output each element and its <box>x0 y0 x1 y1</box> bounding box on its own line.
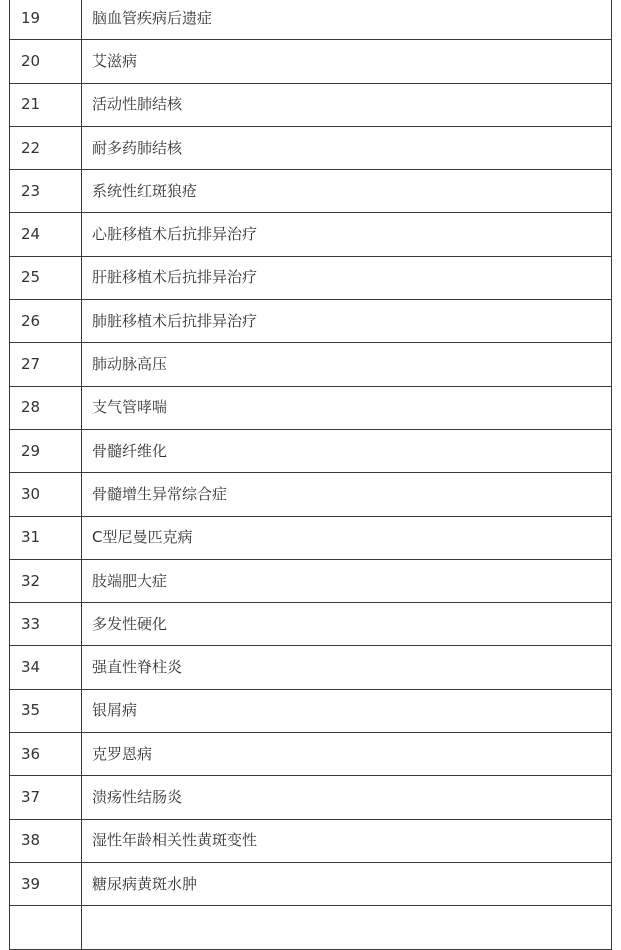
disease-name-cell: 骨髓增生异常综合症 <box>82 473 612 516</box>
row-number-cell: 25 <box>10 256 82 299</box>
row-number-cell: 36 <box>10 733 82 776</box>
disease-name-cell: 骨髓纤维化 <box>82 429 612 472</box>
row-number-cell: 33 <box>10 603 82 646</box>
row-number-cell: 22 <box>10 126 82 169</box>
disease-name-cell <box>82 906 612 949</box>
table-row <box>10 603 612 646</box>
disease-name-cell: 多发性硬化 <box>82 603 612 646</box>
disease-table-body <box>10 0 612 949</box>
row-number-cell: 26 <box>10 300 82 343</box>
table-row <box>10 300 612 343</box>
row-number-cell: 31 <box>10 516 82 559</box>
disease-name-cell: 支气管哮喘 <box>82 386 612 429</box>
row-number-cell: 19 <box>10 0 82 40</box>
disease-name-cell: 糖尿病黄斑水肿 <box>82 862 612 905</box>
table-row <box>10 343 612 386</box>
row-number-cell: 21 <box>10 83 82 126</box>
row-number-cell: 30 <box>10 473 82 516</box>
table-row <box>10 819 612 862</box>
table-row <box>10 516 612 559</box>
table-row <box>10 862 612 905</box>
table-row <box>10 0 612 40</box>
row-number-cell: 23 <box>10 170 82 213</box>
row-number-cell: 29 <box>10 429 82 472</box>
table-row <box>10 646 612 689</box>
disease-name-cell: 银屑病 <box>82 689 612 732</box>
table-row <box>10 40 612 83</box>
disease-name-cell: 肺动脉高压 <box>82 343 612 386</box>
row-number-cell <box>10 906 82 949</box>
table-row <box>10 429 612 472</box>
row-number-cell: 24 <box>10 213 82 256</box>
disease-name-cell: C型尼曼匹克病 <box>82 516 612 559</box>
disease-name-cell: 脑血管疾病后遗症 <box>82 0 612 40</box>
disease-name-cell: 系统性红斑狼疮 <box>82 170 612 213</box>
disease-name-cell: 湿性年龄相关性黄斑变性 <box>82 819 612 862</box>
table-row <box>10 473 612 516</box>
disease-name-cell: 活动性肺结核 <box>82 83 612 126</box>
disease-name-cell: 强直性脊柱炎 <box>82 646 612 689</box>
table-row <box>10 689 612 732</box>
disease-name-cell: 克罗恩病 <box>82 733 612 776</box>
disease-name-cell: 溃疡性结肠炎 <box>82 776 612 819</box>
disease-name-cell: 艾滋病 <box>82 40 612 83</box>
disease-name-cell: 肺脏移植术后抗排异治疗 <box>82 300 612 343</box>
table-row <box>10 126 612 169</box>
disease-table <box>9 0 612 950</box>
table-row <box>10 906 612 949</box>
row-number-cell: 20 <box>10 40 82 83</box>
table-row <box>10 213 612 256</box>
row-number-cell: 32 <box>10 559 82 602</box>
row-number-cell: 37 <box>10 776 82 819</box>
disease-name-cell: 心脏移植术后抗排异治疗 <box>82 213 612 256</box>
table-row <box>10 256 612 299</box>
table-row <box>10 83 612 126</box>
table-row <box>10 559 612 602</box>
row-number-cell: 38 <box>10 819 82 862</box>
table-row <box>10 386 612 429</box>
row-number-cell: 39 <box>10 862 82 905</box>
disease-name-cell: 耐多药肺结核 <box>82 126 612 169</box>
disease-name-cell: 肝脏移植术后抗排异治疗 <box>82 256 612 299</box>
row-number-cell: 27 <box>10 343 82 386</box>
row-number-cell: 35 <box>10 689 82 732</box>
disease-table-container <box>9 0 612 950</box>
table-row <box>10 170 612 213</box>
table-row <box>10 733 612 776</box>
row-number-cell: 34 <box>10 646 82 689</box>
row-number-cell: 28 <box>10 386 82 429</box>
disease-name-cell: 肢端肥大症 <box>82 559 612 602</box>
table-row <box>10 776 612 819</box>
